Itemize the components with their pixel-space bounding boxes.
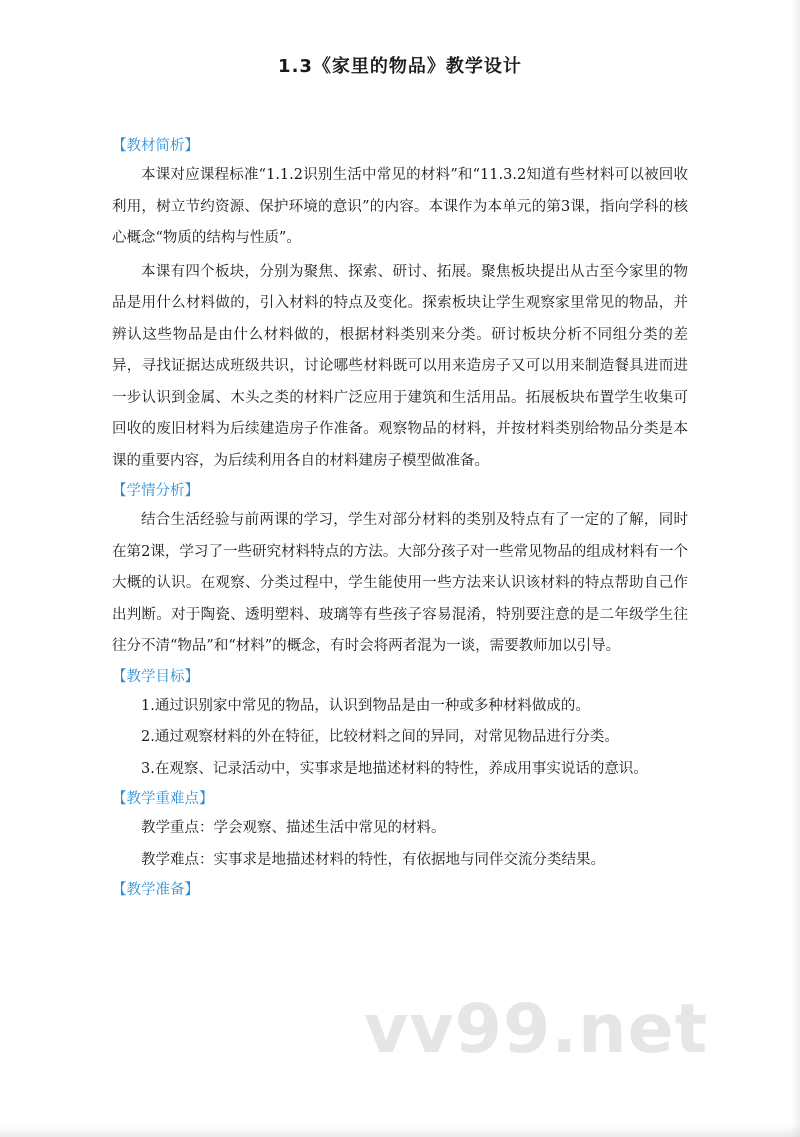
document-title: 1.3《家里的物品》教学设计 [278,56,522,77]
difficult-point-item: 教学难点：实事求是地描述材料的特性，有依据地与同伴交流分类结果。 [141,851,605,868]
section-teaching-objectives [112,663,688,786]
section-heading: 【教材简析】 [112,138,199,154]
section-heading: 【教学目标】 [112,668,199,685]
watermark-text: vv99.net [364,990,709,1069]
key-point-item: 教学重点：学会观察、描述生活中常见的材料。 [141,820,446,836]
page-edge-shadow-right [790,0,800,1137]
objective-item: 2.通过观察材料的外在特征，比较材料之间的异同，对常见物品进行分类。 [141,729,619,745]
section-key-difficult-points [112,785,688,876]
section-heading: 【教学准备】 [112,882,199,898]
paragraph: 结合生活经验与前两课的学习，学生对部分材料的类别及特点有了一定的了解，同时在第2课，学习了一些研究材料特点的方法。大部分孩子对一些常见物品的组成材料有一个大概的认识。在观察、分类过程中，学生能使用一些方法来认识该材料的特点帮助自己作出判断。对于陶瓷、透明塑料、玻璃等有些孩子容易混淆，特别要注意的是二年级学生往往分不清“物品”和“材料”的概念，有时会将两者混为一谈，需要教师加以引导。 [112,512,688,654]
section-student-analysis [112,477,688,663]
objective-item: 3.在观察、记录活动中，实事求是地描述材料的特性，养成用事实说话的意识。 [141,760,648,777]
page-edge-shadow-bottom [0,1125,800,1137]
paragraph: 本课对应课程标准“1.1.2识别生活中常见的材料”和“11.3.2知道有些材料可以被回收利用，树立节约资源、保护环境的意识”的内容。本课作为本单元的第3课，指向学科的核心概念“物质的结构与性质”。 [112,167,688,246]
objective-item: 1.通过识别家中常见的物品，认识到物品是由一种或多种材料做成的。 [141,697,590,714]
section-heading: 【教学重难点】 [112,791,214,807]
paragraph: 本课有四个板块，分别为聚焦、探索、研讨、拓展。聚焦板块提出从古至今家里的物品是用什么材料做的，引入材料的特点及变化。探索板块让学生观察家里常见的物品，并辨认这些物品是由什么材料做的，根据材料类别来分类。研讨板块分析不同组分类的差异，寻找证据达成班级共识，讨论哪些材料既可以用来造房子又可以用来制造餐具进而进一步认识到金属、木头之类的材料广泛应用于建筑和生活用品。拓展板块布置学生收集可回收的废旧材料为后续建造房子作准备。观察物品的材料，并按材料类别给物品分类是本课的重要内容，为后续利用各自的材料建房子模型做准备。 [112,263,688,469]
section-teaching-preparation [112,876,688,904]
section-heading: 【学情分析】 [112,483,199,499]
document-page [112,52,688,904]
section-textbook-analysis [112,132,688,477]
